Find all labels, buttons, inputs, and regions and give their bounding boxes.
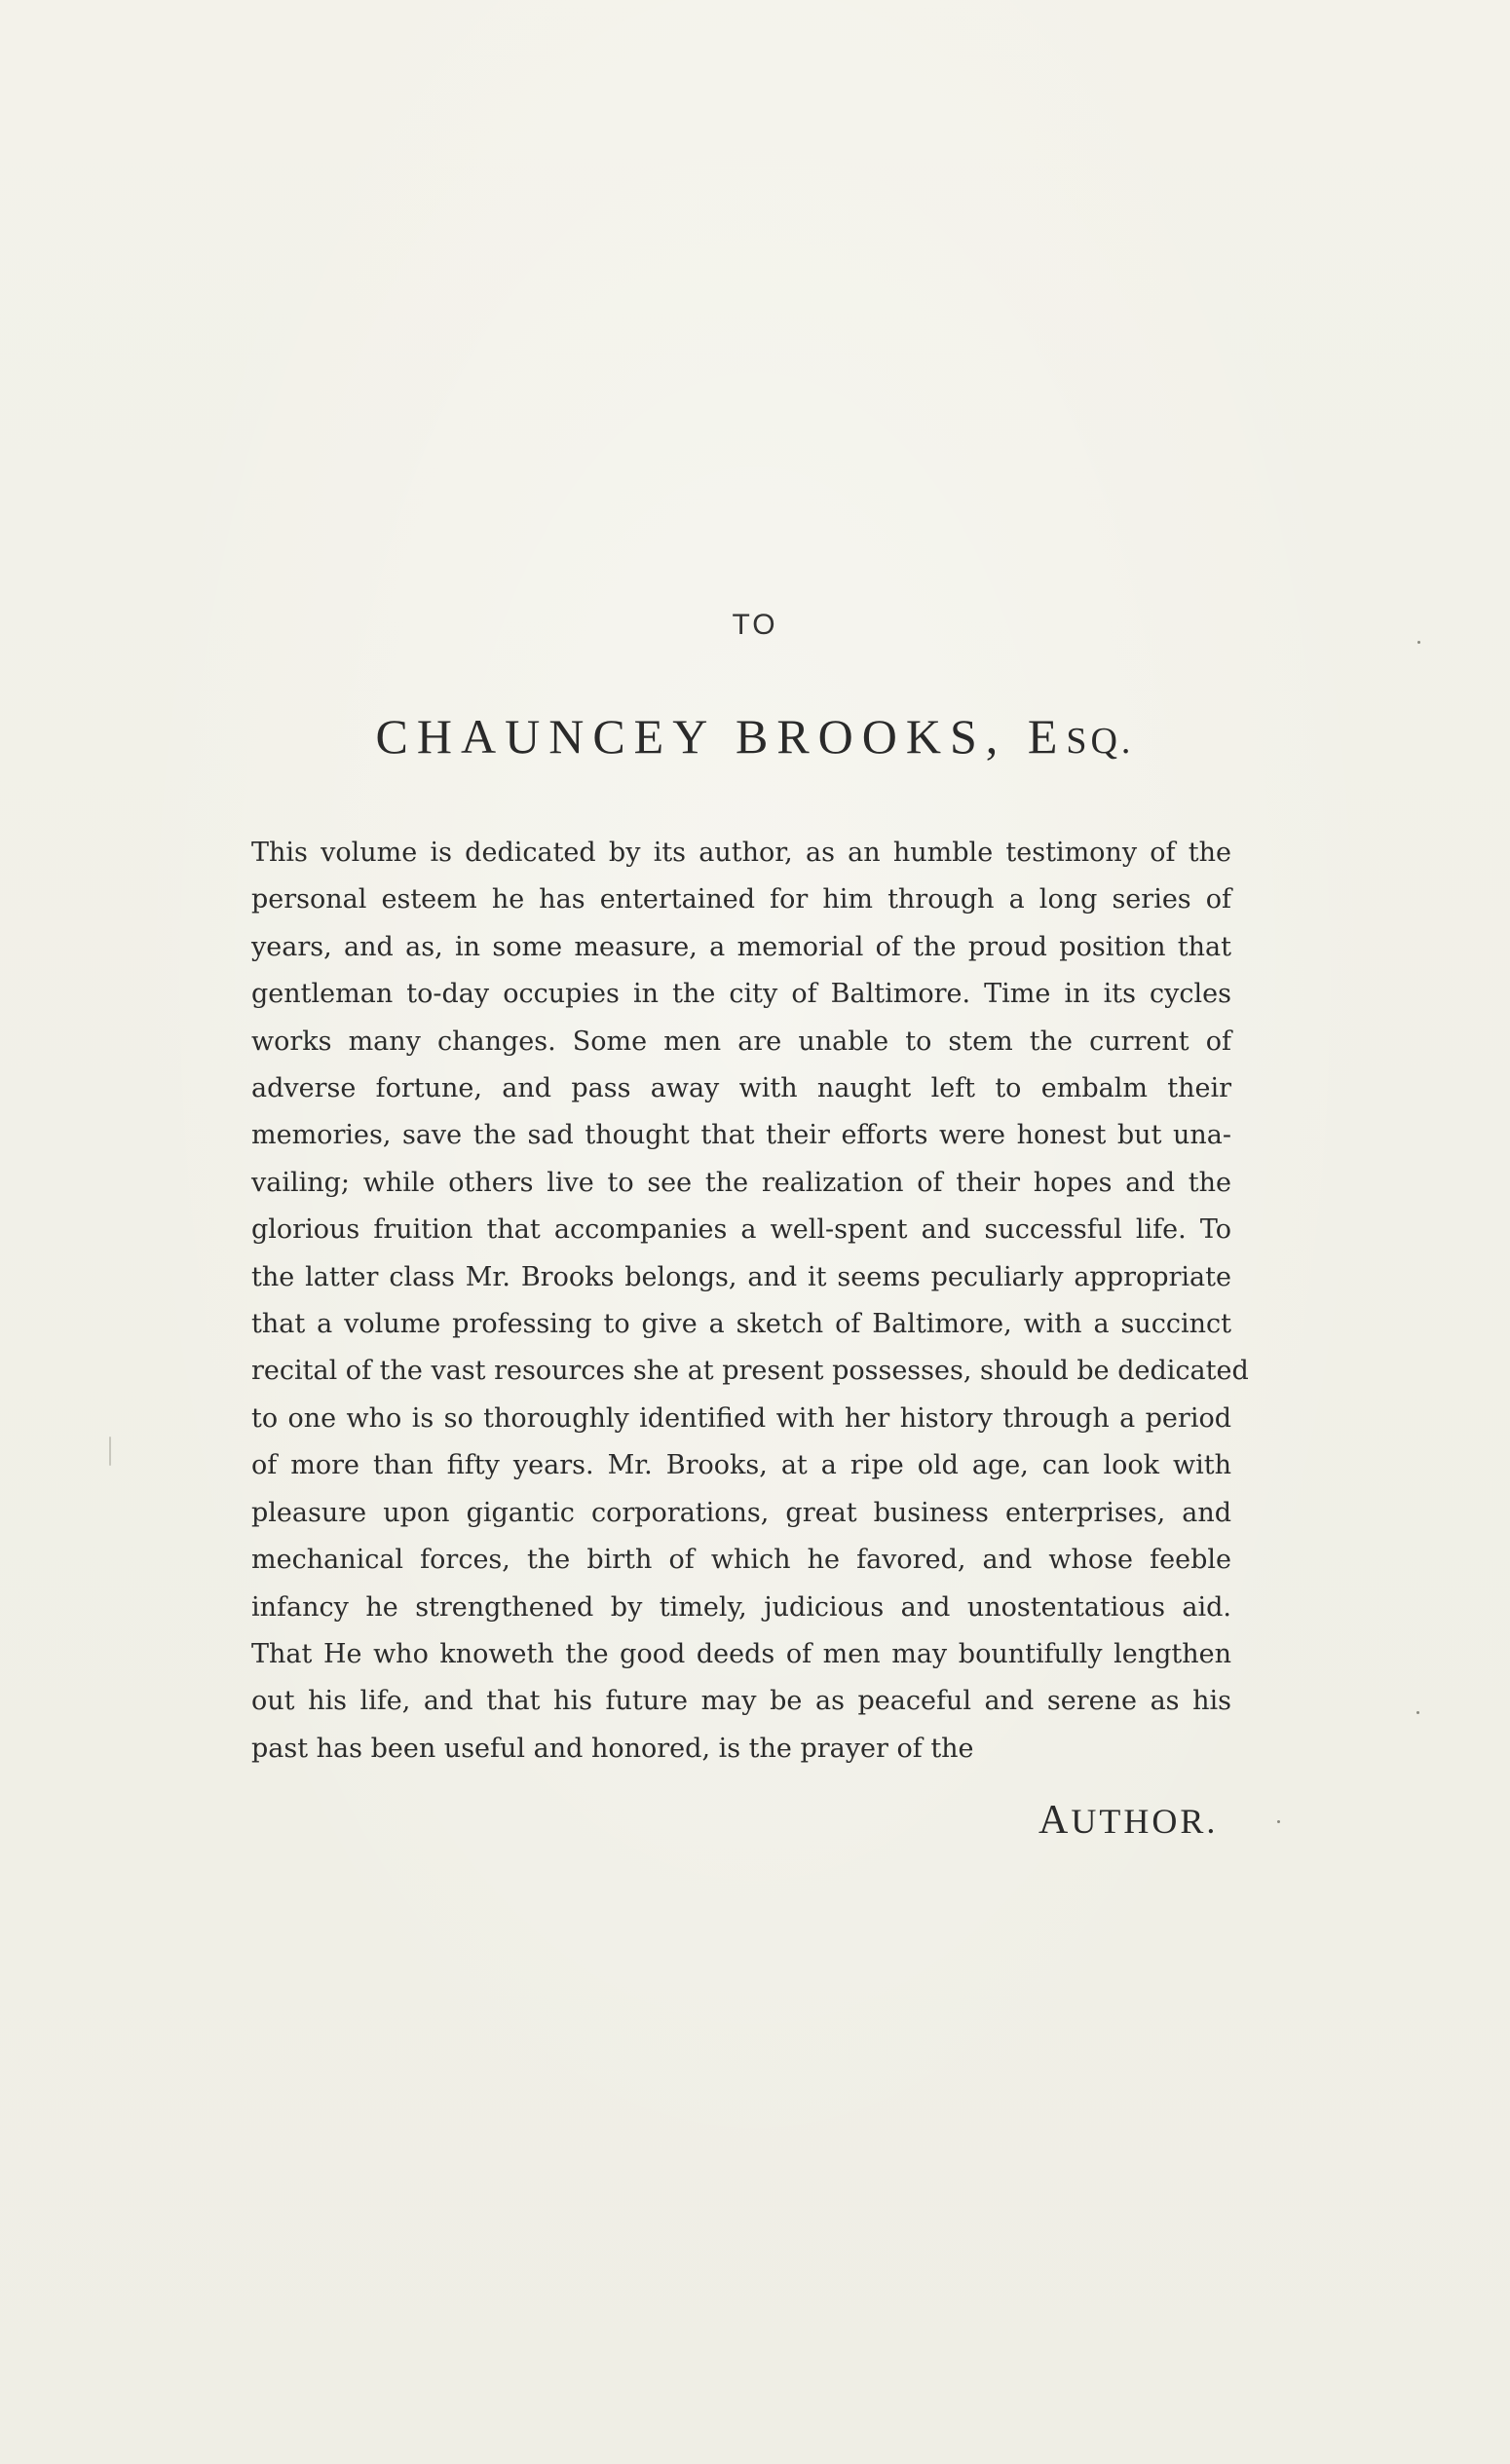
dedication-line: works many changes. Some men are unable to stem the current of [251,1026,1231,1057]
paper-speck [109,1437,111,1466]
dedicatee-name-line [0,708,1510,765]
dedicatee-suffix-rest: SQ. [1066,721,1135,762]
dedication-line: that a volume professing to give a sketch of Baltimore, with a succinct [251,1309,1231,1340]
dedication-line: pleasure upon gigantic corporations, great business enterprises, and [251,1497,1231,1528]
dedication-line: vailing; while others live to see the realization of their hopes and the [251,1167,1231,1198]
dedication-line: mechanical forces, the birth of which he favored, and whose feeble [251,1545,1231,1576]
dedication-line: That He who knoweth the good deeds of men may bountifully lengthen [251,1638,1231,1669]
dedicatee-suffix-initial: E [1027,709,1067,764]
dedication-line: gentleman to-day occupies in the city of Baltimore. Time in its cycles [251,979,1231,1010]
dedication-line: to one who is so thoroughly identified with her history through a period [251,1402,1231,1434]
dedication-line: adverse fortune, and pass away with naught left to embalm their [251,1073,1231,1104]
dedication-line: personal esteem he has entertained for him through a long series of [251,884,1231,915]
dedication-line: of more than fifty years. Mr. Brooks, at a ripe old age, can look with [251,1450,1231,1481]
dedication-line: This volume is dedicated by its author, as an humble testimony of the [251,838,1231,868]
dedication-line: past has been useful and honored, is the prayer of the [251,1733,974,1764]
dedication-line: years, and as, in some measure, a memorial of the proud position that [251,931,1231,962]
signature-initial: A [1038,1798,1072,1843]
signature-rest: UTHOR. [1071,1802,1219,1841]
dedicatee-name: CHAUNCEY BROOKS, [375,709,1028,764]
dedication-line: out his life, and that his future may be as peaceful and serene as his [251,1686,1231,1717]
paper-speck [1416,1711,1419,1714]
dedication-paragraph [251,830,1249,1773]
dedication-line: glorious fruition that accompanies a well-spent and successful life. To [251,1214,1231,1246]
dedication-line: memories, save the sad thought that their efforts were honest but una- [251,1120,1231,1151]
author-signature [1038,1797,1218,1844]
dedication-line: the latter class Mr. Brooks belongs, and it seems peculiarly appropriate [251,1261,1231,1292]
dedication-line: infancy he strengthened by timely, judicious and unostentatious aid. [251,1591,1231,1623]
paper-speck [1277,1820,1280,1823]
dedication-to: TO [732,609,778,641]
dedication-line: recital of the vast resources she at present possesses, should be dedicated [251,1356,1249,1387]
paper-speck [1417,641,1420,644]
